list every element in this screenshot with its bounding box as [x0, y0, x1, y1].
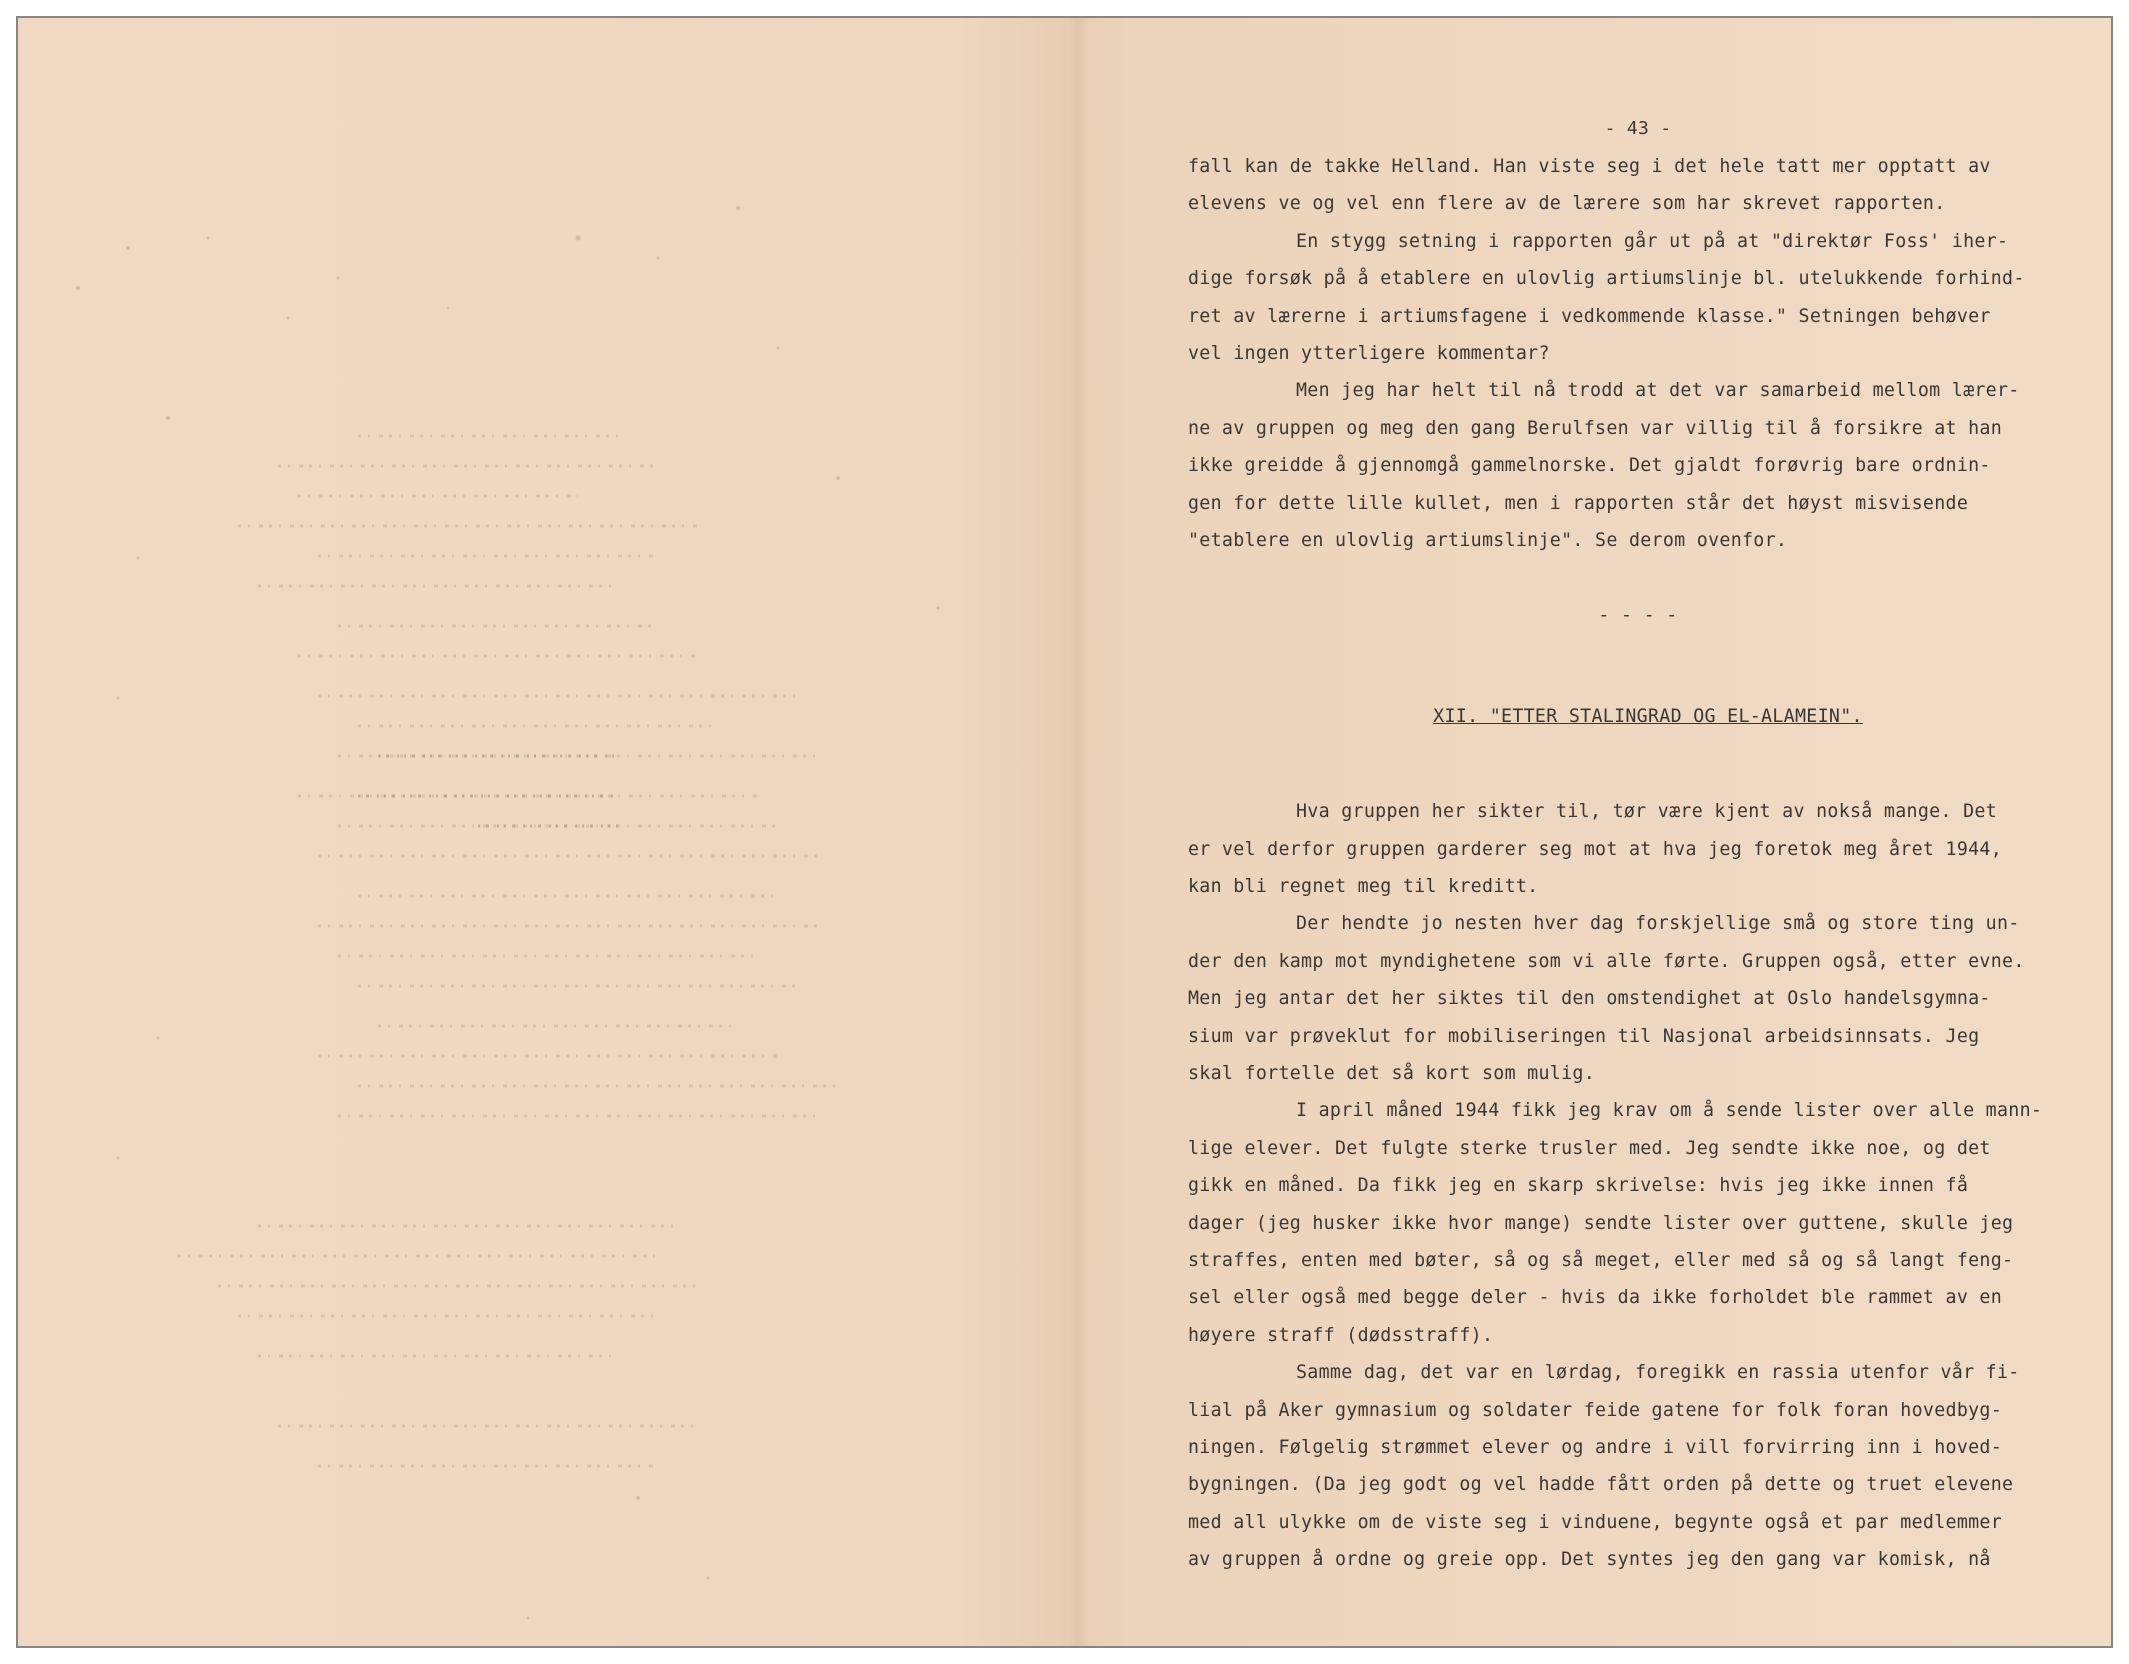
text-line: Men jeg antar det her siktes til den omstendighet at Oslo handelsgymna-: [1188, 988, 1991, 1010]
text-line: Men jeg har helt til nå trodd at det var samarbeid mellom lærer-: [1296, 380, 2020, 402]
section-heading: XII. "ETTER STALINGRAD OG EL-ALAMEIN".: [1433, 706, 1863, 728]
text-line: "etablere en ulovlig artiumslinje". Se derom ovenfor.: [1188, 529, 1788, 551]
text-line: vel ingen ytterligere kommentar?: [1188, 342, 1550, 364]
left-page-blank: [18, 18, 1078, 1646]
text-line: Der hendte jo nesten hver dag forskjellige små og store ting un-: [1296, 913, 2020, 935]
paragraph: [1188, 1092, 2068, 1354]
right-page-text: [1188, 110, 2068, 1579]
paragraph: [1188, 148, 2068, 223]
text-line: bygningen. (Da jeg godt og vel hadde fått orden på dette og truet elevene: [1188, 1474, 2014, 1496]
text-line: fall kan de takke Helland. Han viste seg i det hele tatt mer opptatt av: [1188, 156, 1991, 177]
section-paragraphs: [1188, 793, 2068, 1578]
text-line: er vel derfor gruppen garderer seg mot at hva jeg foretok meg året 1944,: [1188, 838, 2003, 860]
text-line: gen for dette lille kullet, men i rapporten står det høyst misvisende: [1188, 492, 1969, 514]
text-line: der den kamp mot myndighetene som vi alle førte. Gruppen også, etter evne.: [1188, 950, 2025, 972]
text-line: sium var prøveklut for mobiliseringen til Nasjonal arbeidsinnsats. Jeg: [1188, 1025, 1980, 1047]
text-line: ikke greidde å gjennomgå gammelnorske. Det gjaldt forøvrig bare ordnin-: [1188, 455, 1991, 477]
text-line: ret av lærerne i artiumsfagene i vedkommende klasse." Setningen behøver: [1188, 305, 1991, 327]
text-line: lige elever. Det fulgte sterke trusler med. Jeg sendte ikke noe, og det: [1188, 1137, 1991, 1159]
text-line: kan bli regnet meg til kreditt.: [1188, 876, 1539, 898]
paragraph: [1188, 1354, 2068, 1578]
book-gutter: [1068, 18, 1088, 1646]
text-line: høyere straff (dødsstraff).: [1188, 1324, 1494, 1346]
text-line: elevens ve og vel enn flere av de lærere som har skrevet rapporten.: [1188, 193, 1946, 215]
text-line: skal fortelle det så kort som mulig.: [1188, 1063, 1596, 1085]
text-line: straffes, enten med bøter, så og så meget, eller med så og så langt feng-: [1188, 1249, 2014, 1271]
page-number: - 43 -: [1604, 118, 1672, 139]
text-line: dager (jeg husker ikke hvor mange) sendte lister over guttene, skulle jeg: [1188, 1212, 2014, 1234]
bleed-through-texture: [58, 178, 1038, 1638]
section-separator: - - - -: [1598, 605, 1678, 627]
text-line: av gruppen å ordne og greie opp. Det syntes jeg den gang var komisk, nå: [1188, 1549, 1991, 1571]
text-line: Hva gruppen her sikter til, tør være kjent av nokså mange. Det: [1296, 801, 1997, 823]
text-line: med all ulykke om de viste seg i vinduene, begynte også et par medlemmer: [1188, 1511, 2003, 1533]
text-line: dige forsøk på å etablere en ulovlig artiumslinje bl. utelukkende forhind-: [1188, 268, 2025, 290]
text-line: gikk en måned. Da fikk jeg en skarp skrivelse: hvis jeg ikke innen få: [1188, 1175, 1969, 1197]
top-paragraphs: [1188, 148, 2068, 559]
text-line: lial på Aker gymnasium og soldater feide gatene for folk foran hovedbyg-: [1188, 1399, 2003, 1421]
text-line: En stygg setning i rapporten går ut på at "direktør Foss' iher-: [1296, 230, 2009, 252]
paragraph: [1188, 372, 2068, 559]
paragraph: [1188, 793, 2068, 905]
paragraph: [1188, 905, 2068, 1092]
scanned-book-spread: [16, 16, 2113, 1648]
text-line: Samme dag, det var en lørdag, foregikk en rassia utenfor vår fi-: [1296, 1362, 2020, 1384]
text-line: sel eller også med begge deler - hvis da ikke forholdet ble rammet av en: [1188, 1287, 2003, 1309]
text-line: I april måned 1944 fikk jeg krav om å sende lister over alle mann-: [1296, 1100, 2043, 1122]
text-line: ningen. Følgelig strømmet elever og andre i vill forvirring inn i hoved-: [1188, 1436, 2003, 1458]
text-line: ne av gruppen og meg den gang Berulfsen var villig til å forsikre at han: [1188, 417, 2003, 439]
paragraph: [1188, 223, 2068, 373]
